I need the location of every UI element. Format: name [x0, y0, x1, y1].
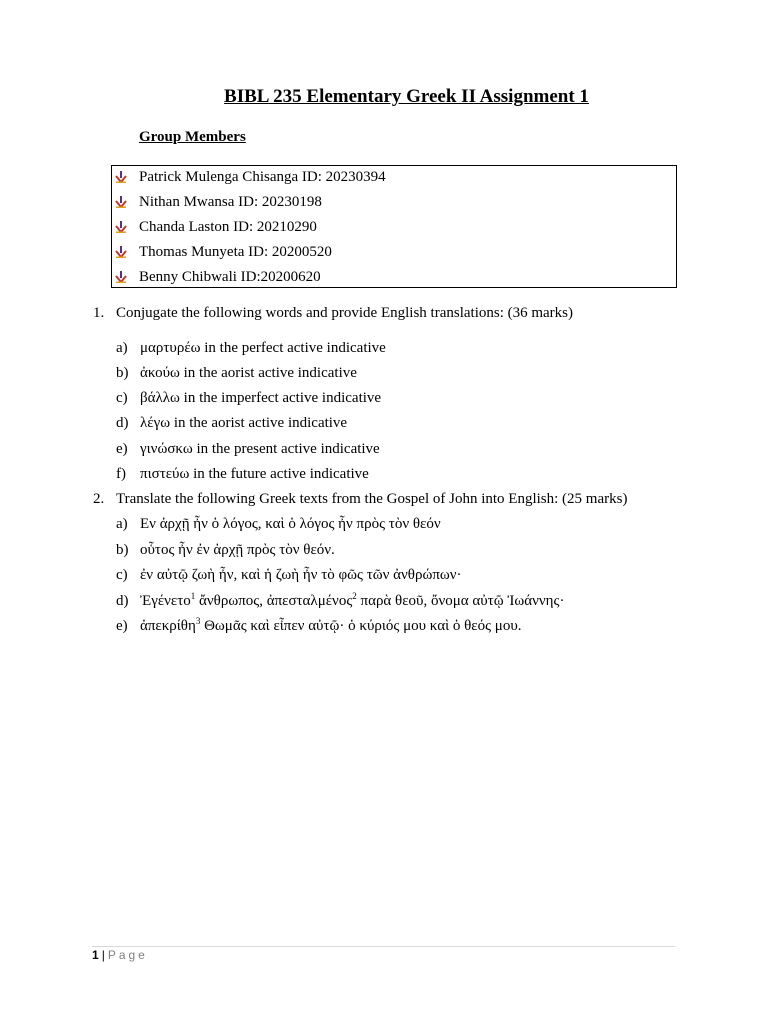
item-label: b) [116, 542, 129, 558]
item-text: μαρτυρέω in the perfect active indicative [140, 340, 386, 356]
page-word: Page [107, 948, 148, 962]
item-text: ἐν αὐτῷ ζωὴ ἦν, καὶ ἡ ζωὴ ἦν τὸ φῶς τῶν ἀνθρώπων· [140, 567, 462, 583]
item-text: γινώσκω in the present active indicative [140, 441, 380, 457]
item-text: οὗτος ἦν ἐν ἀρχῇ πρὸς τὸν θεόν. [140, 542, 335, 558]
item-text: ἀκούω in the aorist active indicative [140, 365, 357, 381]
item-text-part: παρὰ θεοῦ, ὄνομα αὐτῷ Ἰωάννης· [356, 593, 565, 609]
item-text: βάλλω in the imperfect active indicative [140, 390, 382, 406]
footnote-ref[interactable]: 3 [195, 616, 201, 626]
item-text-part: ἀπεκρίθη [140, 618, 196, 634]
question-text: Translate the following Greek texts from the Gospel of John into English: (25 marks) [116, 491, 628, 507]
group-members-heading: Group Members [139, 129, 246, 145]
document-title: BIBL 235 Elementary Greek II Assignment 1 [224, 86, 589, 107]
item-text [140, 615, 522, 637]
item-label: c) [116, 567, 128, 583]
item-text: λέγω in the aorist active indicative [140, 415, 348, 431]
arrow-bullet-icon [115, 246, 127, 258]
item-text: πιστεύω in the future active indicative [140, 466, 369, 482]
item-label: e) [116, 441, 128, 457]
item-text-part: Ἐγένετο [140, 593, 191, 609]
group-members-box [111, 165, 677, 288]
item-text-part: Θωμᾶς καὶ εἶπεν αὐτῷ· ὁ κύριός μου καὶ ὁ θεός μου. [200, 618, 522, 634]
item-label: e) [116, 618, 128, 634]
question-text: Conjugate the following words and provide English translations: (36 marks) [116, 305, 574, 321]
item-label: d) [116, 593, 129, 609]
footnote-ref[interactable]: 1 [190, 591, 196, 601]
page-number: 1 [92, 948, 99, 962]
footnote-ref[interactable]: 2 [352, 591, 357, 601]
question-number: 2. [93, 491, 105, 507]
arrow-bullet-icon [115, 271, 127, 283]
item-label: a) [116, 516, 128, 532]
member-text: Patrick Mulenga Chisanga ID: 20230394 [139, 169, 386, 185]
question-number: 1. [93, 305, 105, 321]
arrow-bullet-icon [115, 196, 127, 208]
item-label: a) [116, 340, 128, 356]
item-text: Εν ἀρχῇ ἦν ὁ λόγος, καὶ ὁ λόγος ἦν πρὸς τὸν θεόν [140, 516, 441, 532]
member-text: Thomas Munyeta ID: 20200520 [139, 244, 332, 260]
item-label: d) [116, 415, 129, 431]
member-text: Nithan Mwansa ID: 20230198 [139, 194, 322, 210]
member-text: Chanda Laston ID: 20210290 [139, 219, 317, 235]
member-text: Benny Chibwali ID:20200620 [139, 269, 321, 285]
item-text [140, 590, 564, 612]
item-label: f) [116, 466, 126, 482]
arrow-bullet-icon [115, 221, 127, 233]
page-footer [92, 948, 148, 962]
footer-divider [92, 946, 675, 947]
footer-separator: | [101, 948, 105, 962]
item-label: c) [116, 390, 128, 406]
item-text-part: ἄνθρωπος, ἀπεσταλμένος [195, 593, 353, 609]
item-label: b) [116, 365, 129, 381]
arrow-bullet-icon [115, 171, 127, 183]
